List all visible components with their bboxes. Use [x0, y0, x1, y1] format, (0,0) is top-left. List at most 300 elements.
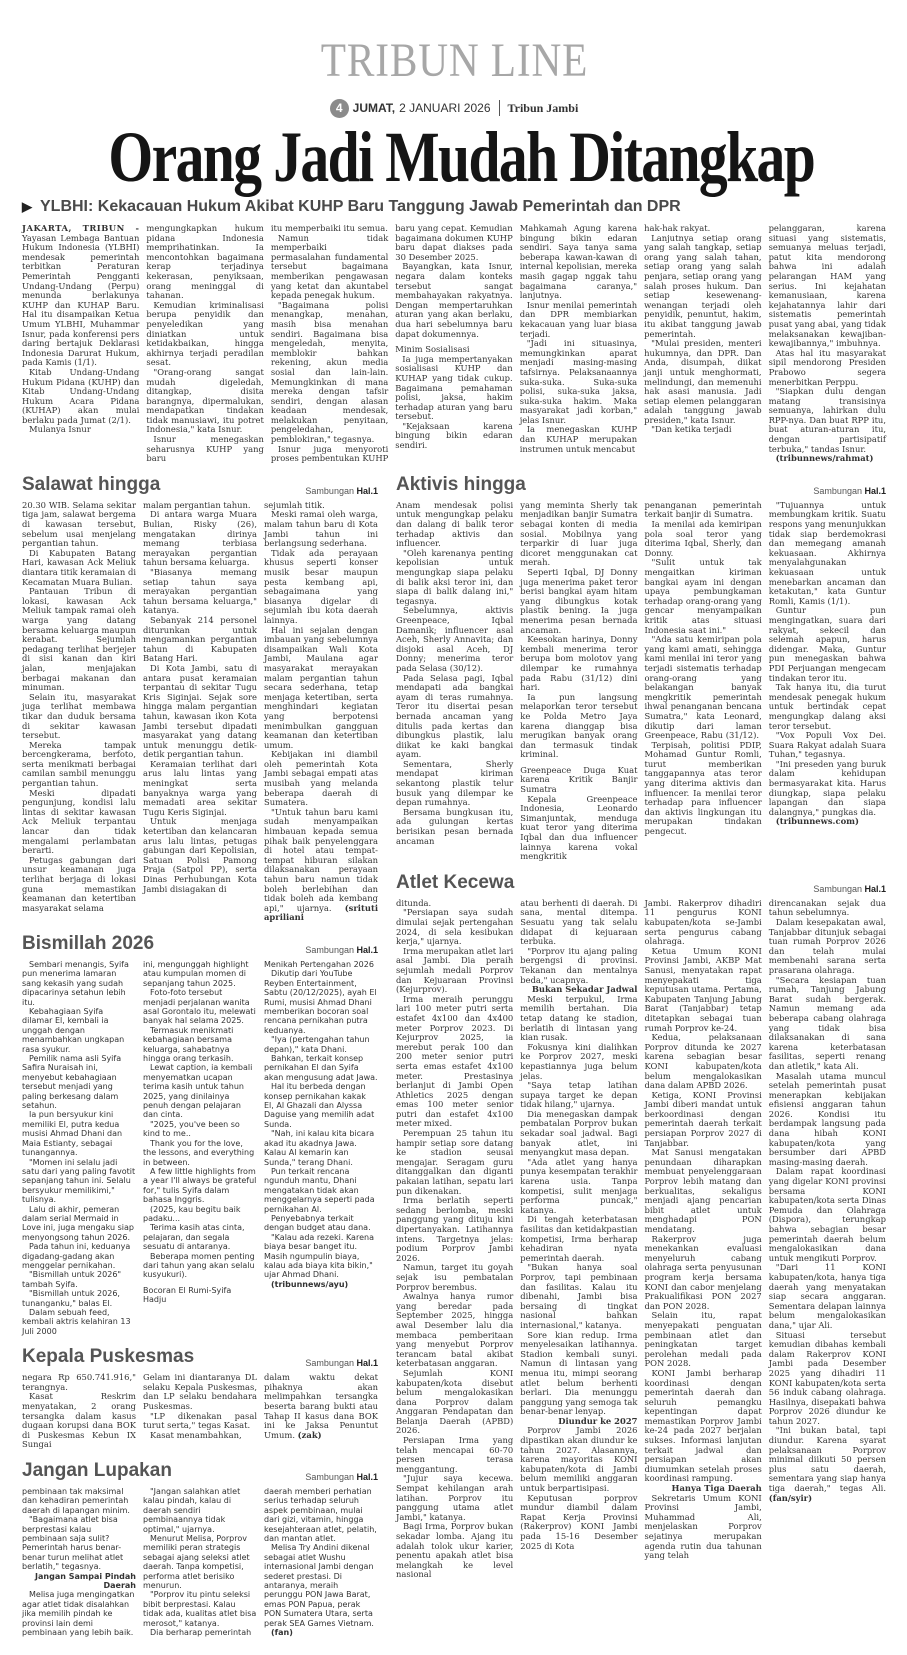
- paragraph-text: "LP dikenakan pasal turut serta," tegas Kasat.: [143, 1410, 257, 1431]
- paragraph-text: Situasi tersebut kemudian dibahas kembali dalam Rakerprov KONI Jambi pada Desember 2025 yang dihadiri 11 KONI kabupaten/kota serta 56 induk cabang olahraga. Hasilnya, disepakati bahwa Porprov 2026 diundur ke tahun 2027.: [768, 1329, 886, 1426]
- paragraph: [645, 501, 762, 520]
- text-column: [22, 1487, 136, 1638]
- text-column: [143, 960, 257, 1305]
- paragraph-text: Sebanyak 214 personel diturunkan untuk mengamankan pergantian tahun di Kabupaten Batang Hari.: [143, 614, 257, 664]
- subhead-text: YLBHI: Kekacauan Hukum Akibat KUHP Baru Tanggung Jawab Pemerintah dan DPR: [40, 198, 681, 215]
- paragraph-text: KONI Jambi berharap koordinasi dengan pemerintah daerah dan seluruh pemangku kepentingan dapat memastikan Porprov Jambi ke-24 pada 2027 berjalan sukses. Informasi lanjutan terkait jadwal dan persiapan akan diumumkan setelah proses koordinasi rampung.: [644, 1367, 762, 1484]
- paragraph: [520, 1263, 637, 1330]
- paragraph-text: Bayangkan, kata Isnur, negara dalam konteks tersebut sangat membahayakan rakyatnya. Dengan mempertaruhkan aturan yang akan berlaku, dua hari sebelumnya baru dapat dokumennya.: [395, 261, 513, 339]
- paragraph-text: Diundur ke 2027: [558, 1415, 638, 1426]
- paragraph: [520, 339, 637, 425]
- paragraph: [644, 234, 761, 340]
- section-title: Bismillah 2026: [22, 932, 155, 954]
- paragraph: [22, 693, 136, 741]
- paragraph-text: "Siapkan dulu dengan matang transisinya semuanya, lahirkan dulu RPP-nya. Dan buat RPP itu, buat aturan-aturan itu, dengan partisipatif terbuka," tandas Isnur.: [768, 386, 886, 454]
- paragraph: [264, 626, 378, 751]
- page-number: 4: [330, 99, 349, 118]
- paragraph: [395, 224, 512, 262]
- paragraph-text: Meski dipadati pengunjung, kondisi lalu lintas di sekitar kawasan Ack Meliuk terpantau lancar dan tidak mengalami perlambatan berarti.: [22, 787, 136, 856]
- right-sections: [396, 472, 886, 1588]
- paragraph: [22, 587, 136, 693]
- paragraph-text: Jangan Sampai Pindah Daerah: [35, 1571, 136, 1591]
- paragraph: [22, 549, 136, 587]
- byline-credit: [264, 1280, 378, 1289]
- paragraph: [769, 1426, 886, 1503]
- paragraph-text: Dalam sebuah feed, kembali aktris kelahiran 13 Juli 2000: [22, 1308, 131, 1336]
- dateline-lead: JAKARTA, TRIBUN -: [22, 223, 140, 233]
- text-column: [264, 960, 378, 1289]
- paragraph-text: Bocoran El Rumi-Syifa Hadju: [143, 1285, 232, 1305]
- continued-from-label: Sambungan Hal.1: [305, 1358, 378, 1369]
- paragraph: [264, 1233, 378, 1280]
- paragraph: [264, 808, 378, 923]
- paragraph-text: Terpisah, politisi PDIP, Mohamad Guntur Romli, turut memberikan tanggapannya atas teror yang diterima aktivis dan influencer. Ia menilai teror terhadap para influencer dan aktivis lingkungan itu merupakan tindakan pengecut.: [644, 739, 762, 837]
- paragraph-text: Untuk menjaga ketertiban dan kelancaran arus lalu lintas, petugas gabungan dari Kepolisian, Satuan Polisi Pamong Praja (Satpol PP), serta Dinas Perhubungan Kota Jambi disiagakan di: [143, 816, 257, 894]
- paragraph-text: Isnur menegaskan seharusnya KUHP yang baru: [146, 434, 264, 464]
- paragraph-text: ini, mengunggah highlight atau kumpulan momen di sepanjang tahun 2025.: [143, 959, 249, 988]
- paragraph-text: Pantauan Tribun di lokasi, kawasan Ack Meliuk tampak ramai oleh warga yang datang bersama keluarga maupun kerabat. Sejumlah pedagang terlihat berjejer di sisi kanan dan kiri jalan, menjajakan berbagai makanan dan minuman.: [22, 586, 136, 693]
- text-column: [644, 224, 761, 435]
- paragraph-text: Keputusan porprov mundur diambil dalam Rapat Kerja Provinsi (Rakerprov) KONI Jambi pada 15-16 Desember 2025 di Kota: [520, 1492, 638, 1551]
- sections-grid: [22, 472, 886, 1646]
- paragraph-text: "Bismillah untuk 2026" tambah Syifa.: [22, 1270, 122, 1289]
- paragraph: [769, 918, 886, 976]
- paragraph-text: Thank you for the love, the lessons, and everything in between.: [143, 1138, 255, 1167]
- paragraph-text: Termasuk menikmati kebahagiaan bersama keluarga, sahabatnya hingga orang terkasih.: [143, 1025, 234, 1064]
- paragraph-text: "Dari 11 KONI kabupaten/kota, hanya tiga daerah yang menyatakan siap secara anggaran. Sementara delapan lainnya belum mengalokasikan dana," ujar Ali.: [768, 1262, 886, 1330]
- paragraph-text: yang meminta Sherly tak menjadikan banjir Sumatra sebagai konten di media sosial. Mobilnya yang terparkir di luar juga dicoret menggunakan cat merah.: [520, 499, 638, 568]
- paragraph: [520, 501, 637, 568]
- paragraph-text: "Kejaksaan karena bingung bikin edaran sendiri.: [395, 420, 513, 451]
- paragraph-text: malam pergantian tahun.: [143, 499, 251, 510]
- paragraph: [264, 1543, 378, 1628]
- paragraph-text: Seperti Iqbal, DJ Donny juga menerima paket teror berisi bangkai ayam hitam yang dibungkus kotak plastik bening. Ia juga menerima pesan bernada ancaman.: [520, 567, 638, 635]
- text-column: [264, 501, 378, 923]
- paragraph-text: (tribunnews/rahmat): [775, 453, 874, 464]
- paragraph: [264, 1082, 378, 1129]
- paragraph: [396, 1292, 513, 1369]
- paragraph-text: "Untuk tahun baru kami sudah menyampaikan himbauan kepada semua pihak baik penyelenggara di hotel atau tempat-tempat hiburan silakan dilaksanakan perayaan tahun baru namun tidak boleh berlebihan dan tidak boleh ada kembang api," ujarnya.: [264, 806, 378, 913]
- paragraph: [143, 1063, 257, 1119]
- paragraph-text: Di tengah keterbatasan fasilitas dan ketidakpastian kompetisi, Irma berharap kehadiran nyata pemerintah daerah.: [520, 1214, 638, 1263]
- paragraph-text: "Oleh karenanya penting kepolisian untuk mengungkap siapa pelaku di balik aksi teror ini, dan siapa di balik dalang ini," tegasnya.: [396, 547, 514, 606]
- section-title: Salawat hingga: [22, 473, 161, 495]
- paragraph-text: "Porprov itu pintu seleksi bibit berprestasi. Kalau tidak ada, kualitas atlet bisa merosot," katanya.: [143, 1590, 257, 1628]
- paragraph: [396, 995, 513, 1129]
- paragraph: [645, 1311, 762, 1369]
- paragraph: [264, 510, 378, 548]
- continued-from-label: Sambungan Hal.1: [305, 485, 378, 496]
- minor-heading: [520, 766, 637, 795]
- paragraph: [264, 1373, 378, 1440]
- paragraph-text: "2025, you've been so kind to me..: [143, 1119, 240, 1139]
- main-article-columns: [22, 224, 886, 464]
- paragraph: [395, 355, 512, 422]
- paragraph-text: "Nah, ini kalau kita bicara akad itu akadnya Jawa. Kalau Al kemarin kan Sunda," terang Dhani.: [264, 1129, 375, 1167]
- paragraph-text: Dalam kesepakatan awal, Tanjabbar ditunjuk sebagai tuan rumah Porprov 2026 dan telah mulai membenahi sarana serta prasarana olahraga.: [768, 917, 886, 975]
- paragraph: [143, 1120, 257, 1139]
- paragraph: [520, 1081, 637, 1110]
- paragraph-text: Persiapan Irma yang telah mencapai 60-70 persen terasa menggantung.: [396, 1435, 514, 1474]
- paragraph: [645, 1091, 762, 1149]
- paragraph-text: Namun, target itu goyah sejak isu pembatalan Porprov berembus.: [396, 1262, 514, 1292]
- paragraph-text: Ketiga, KONI Provinsi Jambi diberi mandat untuk berkoordinasi dengan pemerintah daerah terkait persiapan Porprov 2027 di Tanjabbar.: [644, 1089, 762, 1148]
- paragraph: [769, 1072, 886, 1168]
- paragraph-text: Terima kasih atas cinta, pelajaran, dan segala sesuatu di antaranya.: [143, 1223, 245, 1252]
- paragraph-text: Masalah utama muncul setelah pemerintah pusat menerapkan kebijakan efisiensi anggaran tahun 2026. Kondisi itu berdampak langsung pada dana hibah KONI kabupaten/kota yang bersumber dari APBD masing-masing daerah.: [768, 1070, 886, 1167]
- paragraph: [769, 976, 886, 1072]
- paragraph-text: Yayasan Lembaga Bantuan Hukum Indonesia (YLBHI) mendesak pemerintah terbitkan Peraturan Pemerintah Pengganti Undang-Undang (Perpu) menunda berlakunya KUHP dan KUHAP Baru. Hal itu disampaikan Ketua Umum YLBHI, Muhammar Isnur, pada konferensi pers daring bertajuk Deklarasi Indonesia Darurat Hukum, pada Kamis (1/1).: [22, 232, 140, 368]
- byline-credit: [264, 1628, 378, 1637]
- page-header: [22, 0, 886, 196]
- paragraph-text: Pemilik nama asli Syifa Safira Nuraisah ini, menyebut kebahagiaan tersebut menjadi yang paling berkesang dalam setahun.: [22, 1054, 122, 1111]
- text-column: [769, 501, 886, 827]
- paragraph-text: "Persiapan saya sudah dimulai sejak pertengahan 2024, di sela kesibukan kerja," ujarnya.: [396, 907, 514, 947]
- section-columns: [22, 501, 378, 923]
- paragraph-text: Tidak ada perayaan khusus seperti konser musik besar maupun pesta kembang api, sebagaimana yang biasanya digelar di sejumlah ibu kota daerah lainnya.: [264, 547, 378, 625]
- subheading: [22, 1572, 136, 1591]
- section-salawat: [22, 472, 378, 923]
- paragraph: [143, 1373, 257, 1411]
- text-column: [769, 224, 886, 464]
- paragraph: [264, 1035, 378, 1054]
- paragraph-text: Ia juga mempertanyakan sosialisasi KUHP dan KUHAP yang tidak cukup. Bagaimana pemahaman polisi, jaksa, hakim terhadap aturan yang baru tersebut.: [395, 353, 513, 422]
- paragraph: [645, 1369, 762, 1484]
- paragraph-text: "Jadi ini situasinya, memungkinkan aparat menjadi masing-masing tafsirnya. Pelaksanaannya suka-suka. Suka-suka polisi, suka-suka jaksa, suka-suka hakim. Maka masyarakat jadi korban," jelas Isnur.: [519, 338, 638, 425]
- paragraph: [645, 1235, 762, 1312]
- paragraph: [396, 606, 513, 673]
- paragraph-text: negara Rp 650.741.916," terangnya.: [22, 1372, 136, 1392]
- paragraph-text: Dia menegaskan dampak pembatalan Porprov bukan sekadar soal jadwal. Bagi banyak atlet, ini menyangkut masa depan.: [520, 1108, 638, 1158]
- paragraph-text: Foto-foto tersebut menjadi perjalanan wanita asal Gorontalo itu, melewati banyak hal selama 2025.: [143, 988, 256, 1026]
- text-column: [271, 224, 388, 464]
- byline-credit: [769, 817, 886, 827]
- paragraph: [146, 224, 263, 301]
- paragraph-text: Mahkamah Agung karena bingung bikin edaran sendiri. Saya tanya sama beberapa kawan-kawan di internal kepolisian, mereka masih gagap nggak tahu bagaimana caranya," lanjutnya.: [519, 223, 638, 301]
- paragraph: [520, 1043, 637, 1081]
- paragraph: [769, 1167, 886, 1263]
- paragraph: [264, 549, 378, 626]
- text-column: [395, 224, 512, 451]
- paragraph-text: (2025, kau begitu baik padaku...: [143, 1204, 241, 1223]
- paragraph: [520, 425, 637, 454]
- paragraph-text: sejumlah titik.: [264, 499, 325, 510]
- paragraph: [645, 1033, 762, 1091]
- paragraph: [769, 501, 886, 607]
- paragraph: [22, 1007, 136, 1054]
- paragraph-text: Dalam rapat koordinasi yang digelar KONI provinsi bersama KONI kabupaten/kota serta Dinas Pemuda dan Olahraga (Dispora), terungkap bahwa sebagian besar pemerintah daerah belum mengalokasikan dana untuk mengikuti Porprov.: [768, 1166, 886, 1263]
- paragraph-text: (tribunnews/ayu): [271, 1279, 349, 1289]
- paragraph-text: Bukan Sekadar Jadwal: [531, 984, 638, 995]
- paragraph: [143, 988, 257, 1026]
- paragraph: [644, 339, 761, 425]
- minor-heading: [143, 1286, 257, 1305]
- paragraph-text: Fokusnya kini dialihkan ke Porprov 2027, meski kepastiannya juga belum jelas.: [520, 1041, 638, 1081]
- section-lupakan: [22, 1458, 378, 1638]
- paragraph: [520, 947, 637, 985]
- paragraph-text: "Sulit untuk tak mengaitkan kiriman bangkai ayam ini dengan upaya pembungkaman terhadap orang-orang yang gencar menyampaikan kritik atas situasi Indonesia saat ini.": [644, 557, 762, 635]
- paragraph: [22, 368, 139, 426]
- paragraph-text: Ia pun langsung melaporkan teror tersebut ke Polda Metro Jaya karena dianggap bisa merugikan banyak orang dan termasuk tindak kriminal.: [520, 691, 638, 760]
- continued-from-label: Sambungan Hal.1: [305, 944, 378, 955]
- paragraph: [22, 1158, 136, 1205]
- paragraph-text: ditunda.: [396, 897, 432, 908]
- paragraph: [396, 674, 513, 760]
- paragraph-text: "Bismillah untuk 2026, tunanganku," balas El.: [22, 1289, 120, 1308]
- paragraph: [22, 501, 136, 549]
- paragraph: [264, 1214, 378, 1233]
- paragraph: [769, 760, 886, 818]
- paragraph-text: Perempuan 25 tahun itu hampir setiap sore datang ke stadion seusai mengajar. Seragam guru ditanggalkan dan diganti pakaian latihan, sepatu lari pun dikenakan.: [396, 1128, 514, 1196]
- subhead: [22, 198, 886, 216]
- paragraph-text: Petugas gabungan dari unsur keamanan juga terlihat berjaga di lokasi guna memastikan keamanan dan ketertiban masyarakat selama: [22, 854, 136, 913]
- paragraph: [264, 969, 378, 1035]
- paragraph-text: Lewat caption, ia kembali menyematkan ucapan terima kasih untuk tahun 2025, yang dinilainya penuh dengan pelajaran dan cinta.: [143, 1063, 253, 1120]
- paragraph-text: "Orang-orang sangat mudah digeledah, ditangkap, disita barangnya, dipermalukan, mendapatkan tindakan tidak manusiawi, itu potret Indonesia," kata Isnur.: [146, 366, 264, 435]
- paragraph: [143, 616, 257, 664]
- paragraph: [22, 960, 136, 1007]
- paragraph: [396, 1263, 513, 1292]
- paragraph-text: Kasat menambahkan,: [150, 1429, 242, 1440]
- byline-credit: (zak): [297, 1429, 322, 1440]
- paragraph: [520, 1158, 637, 1216]
- paragraph-text: Penyebabnya terkait dengan budget atau dana.: [264, 1213, 371, 1233]
- paragraph-text: penanganan pemerintah terkait banjir di Sumatra.: [644, 499, 762, 520]
- paragraph: [22, 1110, 136, 1157]
- paragraph: [264, 960, 378, 969]
- paragraph-text: Ia menilai ada kemiripan pola soal teror yang diterima Iqbal, Sherly, dan Donny.: [644, 519, 762, 558]
- byline-credit: [769, 454, 886, 464]
- paragraph: [396, 908, 513, 946]
- paragraph-text: Sejumlah KONI kabupaten/kota disebut belum mengalokasikan dana Porprov dalam Anggaran Pendapatan dan Belanja Daerah (APBD) 2026.: [396, 1367, 514, 1436]
- section-columns: [22, 1487, 378, 1638]
- paragraph: [143, 960, 257, 988]
- paragraph-text: "Iya (pertengahan tahun depan)," kata Dhani.: [264, 1035, 370, 1054]
- paragraph-text: atau berhenti di daerah. Di sana, mental ditempa. Sesuatu yang tak selalu didapat di kejuaraan terbuka.: [520, 897, 638, 947]
- paragraph-text: "Biasanya memang setiap tahun saya merayakan pergantian tahun bersama keluarga," katanya.: [143, 567, 257, 616]
- paragraph: [143, 664, 257, 760]
- paragraph-text: Bersama bungkusan itu, ada gulungan kertas berisikan pesan bernada ancaman: [396, 806, 514, 846]
- paragraph-text: Gelam ini diantaranya DL selaku Kepala Puskesmas, dan LP selaku bendahara Puskesmas.: [143, 1372, 257, 1411]
- paragraph-text: Kepala Greenpeace Indonesia, Leonardo Simanjuntak, menduga kuat teror yang diterima Iqbal dan dua influencer lainnya karena vokal mengkritik: [520, 793, 638, 862]
- paragraph-text: direncanakan sejak dua tahun sebelumnya.: [768, 897, 886, 918]
- paragraph-text: "Ada satu kemiripan pola yang kami amati, sehingga kami menilai ini teror yang terjadi sistematis terhadap orang-orang yang belakangan banyak mengkritik pemerintah ihwal penanganan bencana Sumatra," kata Leonard, dikutip dari laman Greenpeace, Rabu (31/12).: [644, 634, 762, 741]
- paragraph-text: Di antara warga Muara Bulian, Risky (26), mengatakan dirinya memang terbiasa merayakan pergantian tahun bersama keluarga.: [143, 509, 257, 568]
- paragraph: [520, 1215, 637, 1263]
- paragraph: [143, 510, 257, 568]
- paragraph-text: daerah memberi perhatian serius terhadap seluruh aspek pembinaan, mulai dari gizi, vitamin, hingga kesejahteraan atlet, pelatih, dan mantan atlet.: [264, 1486, 377, 1543]
- text-column: [22, 501, 136, 914]
- paragraph: [520, 1331, 637, 1417]
- paragraph: [143, 1590, 257, 1628]
- paragraph-text: "Bukan hanya soal Porprov, tapi pembinaan dan fasilitas. Kalau itu dibenahi, Jambi bisa bersaing di tingkat nasional bahkan internasional," katanya.: [520, 1262, 638, 1330]
- paragraph-text: Kasat Reskrim menyatakan, 2 orang tersangka dalam kasus dugaan korupsi dana BOK di Puskesmas Kebun IX Sungai: [22, 1391, 136, 1450]
- paragraph-text: (fan): [271, 1628, 293, 1638]
- paragraph: [396, 501, 513, 549]
- paragraph-text: "Ini preseden yang buruk dalam kehidupan bermasyarakat kita. Harus diungkap, siapa pelaku lapangan dan siapa dalangnya," pungkas dia.: [768, 758, 886, 817]
- paragraph: [143, 1628, 257, 1637]
- paragraph-text: Atas hal itu masyarakat sipil mendorong Presiden Prabowo segera menerbitkan Perppu.: [768, 347, 886, 387]
- paragraph-text: Menikah Pertengahan 2026: [264, 959, 374, 969]
- paragraph: [22, 856, 136, 914]
- section-title: Aktivis hingga: [396, 473, 526, 495]
- paragraph-text: Isnur menilai pemerintah dan DPR membiarkan kekacauan yang luar biasa terjadi.: [519, 299, 638, 339]
- paragraph-text: Irma berlatih seperti sedang berlomba, meski panggung yang dituju kini dipertanyakan. Latihannya intens. Targetnya jelas: podium Porprov Jambi 2026.: [396, 1195, 514, 1263]
- paragraph: [143, 1431, 257, 1441]
- paragraph-text: Hanya Tiga Daerah: [671, 1483, 762, 1494]
- triangle-bullet-icon: ▶: [22, 199, 32, 214]
- paragraph: [769, 1263, 886, 1330]
- paragraph-text: Rakerprov juga menekankan evaluasi menyeluruh cabang olahraga serta penyusunan program kerja bersama KONI dan cabor menjelang Prakualifikasi PON 2027 dan PON 2028.: [644, 1233, 762, 1311]
- paragraph-text: A few little highlights from a year I'll always be grateful for," tulis Syifa dalam bahasa Inggris.: [143, 1166, 257, 1205]
- paragraph-text: Selain itu, rapat menyepakati penguatan pembinaan atlet dan peningkatan target perolehan medali pada PON 2028.: [644, 1310, 762, 1369]
- paragraph: [22, 1392, 136, 1450]
- section-columns: [22, 1373, 378, 1450]
- paragraph: [396, 1474, 513, 1522]
- section-columns: [396, 899, 886, 1580]
- paragraph-text: Hal ini sejalan dengan imbauan yang sebelumnya disampaikan Wali Kota Jambi, Maulana agar masyarakat merayakan malam pergantian tahun secara sederhana, tetap menjaga ketertiban, serta menghindari kegiatan yang berpotensi menimbulkan gangguan keamanan dan ketertiban umum.: [264, 624, 378, 750]
- paragraph: [146, 368, 263, 435]
- paragraph: [264, 1167, 378, 1214]
- paragraph-text: Keesokan harinya, Donny kembali menerima teror berupa bom molotov yang dilempar ke rumahnya pada Rabu (31/12) dini hari.: [520, 634, 638, 693]
- text-column: [645, 899, 762, 1561]
- paragraph: [396, 549, 513, 607]
- paragraph-text: Dikutip dari YouTube Reyben Entertainment, Sabtu (20/12/2025), ayah El Rumi, musisi Ahmad Dhani memberikan bocoran soal rencana pernikahan putra keduanya.: [264, 969, 377, 1035]
- paragraph: [22, 1054, 136, 1110]
- paragraph-text: "Secara kesiapan tuan rumah, Tanjung Jabung Barat sudah bergerak. Namun memang ada beberapa cabang olahraga yang tidak bisa dilaksanakan di sana karena keterbatasan fasilitas, seperti renang dan atletik," kata Ali.: [768, 974, 886, 1071]
- paragraph: [520, 568, 637, 635]
- paragraph-text: "Dan ketika terjadi: [651, 424, 732, 435]
- paragraph-text: Melisa Try Andini dikenal sebagai atlet Wushu internasional Jambi dengan sederet prestasi. Di antaranya, meraih perunggu PON Jawa Barat, emas PON Papua, perak PON Sumatera Utara, serta perak SEA Games Vietnam.: [264, 1543, 374, 1628]
- paragraph: [143, 760, 257, 818]
- paragraph-text: "Jujur saya kecewa. Sempat kehilangan arah latihan. Porprov itu panggung utama atlet Jambi," katanya.: [396, 1473, 514, 1522]
- paragraph: [520, 693, 637, 760]
- paragraph-text: Jambi. Rakerprov dihadiri 11 pengurus KONI kabupaten/kota se-Jambi serta pengurus cabang olahraga.: [644, 897, 762, 947]
- paragraph-text: Awalnya hanya rumor yang beredar pada September 2025, hingga awal Desember lalu dia membaca pemberitaan yang menyebut Porprov terancam batal akibat keterbatasan anggaran.: [396, 1291, 514, 1369]
- paragraph-text: Isnur juga menyoroti proses pembentukan KUHP: [270, 443, 389, 464]
- paragraph: [769, 387, 886, 454]
- paragraph: [143, 1139, 257, 1167]
- paragraph: [520, 1426, 637, 1493]
- paragraph-text: Pada Selasa pagi, Iqbal mendapati ada bangkai ayam di teras rumahnya. Teror itu disertai pesan bernada ancaman yang ditulis pada kertas dan dibungkus plastik, lalu diikat ke kaki bangkai ayam.: [396, 672, 514, 760]
- paragraph: [143, 1487, 257, 1534]
- paragraph: [769, 606, 886, 683]
- paragraph: [22, 1373, 136, 1392]
- paragraph: [143, 1412, 257, 1431]
- dateline-date: 2 JANUARI 2026: [399, 101, 491, 115]
- paragraph-text: itu memperbaiki itu semua.: [270, 223, 388, 233]
- paragraph: [264, 1129, 378, 1167]
- paragraph: [143, 1252, 257, 1280]
- paragraph: [645, 520, 762, 558]
- paragraph: [396, 1369, 513, 1436]
- paragraph: [22, 1242, 136, 1270]
- paragraph: [396, 1129, 513, 1196]
- paragraph: [395, 422, 512, 451]
- paragraph-text: Sementara, Sherly mendapat kiriman sekantong plastik telur busuk yang dilempar ke depan rumahnya.: [396, 758, 514, 808]
- text-column: [146, 224, 263, 464]
- paragraph-text: "Kalau ada rezeki. Karena biaya besar banget itu. Masih ngumpulin biaya, kalau ada biaya kita bikin," ujar Ahmad Dhani.: [264, 1232, 374, 1280]
- text-column: [520, 224, 637, 454]
- paragraph-text: Namun tidak memperbaiki permasalahan fundamental tersebut bagaimana memberikan pengawasan yang ketat dan akuntabel kepada penegak hukum.: [270, 232, 389, 301]
- paragraph-text: Selain itu, masyarakat juga terlihat membawa tikar dan duduk bersama di sekitar kawasan tersebut.: [22, 691, 136, 741]
- paragraph: [520, 995, 637, 1043]
- paragraph-text: Irma meraih perunggu lari 100 meter putri serta estafet 4x100 dan 4x400 meter Porprov 2023. Di Kejurprov 2025, ia merebut perak 100 dan 200 meter senior putri serta emas estafet 4x100 meter. Prestasinya berlanjut di Jambi Open Athletics 2025 dengan emas 100 meter senior putri dan estafet 4x100 meter mixed.: [396, 993, 514, 1129]
- paragraph-text: Mereka tampak bercengkerama, berfoto, serta menikmati berbagai camilan sambil menunggu pergantian tahun.: [22, 739, 136, 789]
- paragraph-text: mengungkapkan hukum pidana Indonesia memprihatinkan. Ia mencontohkan bagaimana kerap terjadinya kekerasan, penyiksaan, orang meninggal di tahanan.: [146, 223, 264, 301]
- paragraph-text: Porprov Jambi 2026 dipastikan akan diundur ke tahun 2027. Alasannya, karena mayoritas KONI kabupaten/kota di Jambi belum memiliki anggaran untuk berpartisipasi.: [520, 1425, 638, 1494]
- paragraph-text: Di Kabupaten Batang Hari, kawasan Ack Meliuk diantara titik keramaian di Kecamatan Muara Bulian.: [22, 547, 136, 587]
- paragraph: [520, 301, 637, 339]
- masthead: TRIBUN LINE: [320, 34, 588, 87]
- paragraph-text: Keramaian terlihat dari arus lalu lintas yang meningkat serta banyaknya warga yang memadati area sekitar Tugu Keris Siginjai.: [143, 758, 257, 817]
- paragraph-text: Kemudian kriminalisasi berupa penyidik dan penyeledikan yang diniatkan untuk ketidakbaikan, hingga akhirnya terjadi peradilan sesat.: [146, 299, 264, 368]
- paragraph: [143, 1534, 257, 1590]
- paragraph: [396, 947, 513, 995]
- paragraph-text: Ketua Umum KONI Provinsi Jambi, AKBP Mat Sanusi, menyatakan rapat menyepakati tiga keputusan utama. Pertama, Kabupaten Tanjung Jabung Barat (Tanjabbar) tetap ditetapkan sebagai tuan rumah Porprov ke-24.: [644, 945, 762, 1033]
- paragraph: [143, 1167, 257, 1205]
- section-atlet: [396, 870, 886, 1580]
- paragraph: [644, 425, 761, 435]
- paragraph-text: "Bagaimana atlet bisa berprestasi kalau pembinaan saja sulit? Pemerintah harus benar-benar turun melihat atlet berlatih," tegasnya.: [22, 1515, 124, 1572]
- paragraph: [645, 899, 762, 947]
- paragraph: [396, 1522, 513, 1580]
- paragraph: [396, 1196, 513, 1263]
- section-title: Atlet Kecewa: [396, 871, 515, 893]
- paragraph-text: Kebijakan ini diambil oleh pemerintah Kota Jambi sebagai empati atas musibah yang melanda beberapa daerah di Sumatera.: [264, 749, 378, 808]
- paragraph: [22, 789, 136, 856]
- paragraph-text: Lanjutnya setiap orang yang salah tangkap, setiap orang yang salah tahan, setiap orang yang salah penjara, setiap orang yang salah proses hukum. Dan setiap kesewenang-wenangan terjadi oleh penyidik, penuntut, hakim, itu akibat tanggung jawab pemerintah.: [644, 232, 762, 339]
- paragraph-text: pelanggaran, karena situasi yang sistematis, semuanya meluas terjadi, patut kita mendorong bahwa ini adalah pelarangan HAM yang serius. Ini kejahatan kemanusiaan, karena kejahatannya lahir dari sistematis pemerintah pusat yang abai, yang tidak melaksanakan kewajiban-kewajibannya," imbuhnya.: [768, 223, 886, 349]
- text-column: [22, 224, 139, 435]
- paragraph: [271, 234, 388, 301]
- text-column: [143, 501, 257, 894]
- text-column: [396, 501, 513, 846]
- section-title: Kepala Puskesmas: [22, 1346, 195, 1368]
- paragraph: [769, 899, 886, 918]
- paragraph-text: Kebahagiaan Syifa dilamar El, kembali ia unggah dengan menambahkan ungkapan rasa syukur.: [22, 1007, 125, 1054]
- text-column: [520, 899, 637, 1551]
- paragraph: [271, 445, 388, 464]
- text-column: [520, 501, 637, 862]
- paragraph-text: Beberapa momen penting dari tahun yang akan selalu kusyukuri).: [143, 1251, 255, 1280]
- paragraph-text: Lalu di akhir, pemeran dalam serial Mermaid in Love ini, juga mengaku siap menyongsong tahun 2026.: [22, 1204, 134, 1242]
- paragraph-text: Bagi Irma, Porprov bukan sekadar lomba. Ajang itu adalah tolok ukur karier, penentu apakah atlet bisa melangkah ke level nasional: [396, 1521, 514, 1580]
- paragraph-text: Sembari menangis, Syifa pun menerima lamaran sang kekasih yang sudah dipacarinya setahun lebih itu.: [22, 959, 129, 1007]
- paragraph: [264, 750, 378, 808]
- paragraph: [769, 224, 886, 349]
- paragraph: [146, 301, 263, 368]
- text-column: [645, 501, 762, 837]
- text-column: [143, 1373, 257, 1440]
- paragraph-text: "Momen ini selalu jadi satu dari yang paling favotit sepanjang tahun ini. Selalu bersyukur memilikimi," tulisnya.: [22, 1157, 136, 1205]
- paragraph: [645, 635, 762, 741]
- section-puskesmas: [22, 1344, 378, 1450]
- paragraph-text: Anam mendesak polisi untuk mengungkap pelaku dan dalang di balik teror terhadap aktivis dan influencer.: [396, 499, 514, 549]
- paragraph-text: Mat Sanusi mengatakan penundaan diharapkan membuat penyelenggaraan Porprov lebih matang dan berkualitas, sekaligus menjadi ajang pencarian bibit atlet untuk menghadapi PON mendatang.: [644, 1147, 762, 1234]
- text-column: [22, 1373, 136, 1450]
- section-columns: [396, 501, 886, 862]
- paragraph-text: Menurut Melisa, Porprov memiliki peran strategis sebagai ajang seleksi atlet daerah. Tanpa kompetisi, performa atlet berisiko menurun.: [143, 1534, 250, 1591]
- paragraph: [645, 558, 762, 635]
- dateline-divider: [499, 100, 500, 116]
- continued-from-label: Sambungan Hal.1: [813, 485, 886, 496]
- paragraph-text: Di Kota Jambi, satu di antara pusat keramaian terpantau di sekitar Tugu Kris Siginjai. Sejak sore hingga malam pergantian tahun, kawasan ikon Kota Jambi tersebut dipadati masyarakat yang datang untuk menunggu detik-detik pergantian tahun.: [143, 662, 257, 760]
- paragraph: [396, 760, 513, 808]
- paragraph-text: Ia pun bersyukur kini memiliki El, putra kedua musisi Ahmad Dhani dan Maia Estianty, sebagai tunangannya.: [22, 1110, 123, 1158]
- paragraph: [143, 817, 257, 894]
- paragraph: [22, 1289, 136, 1308]
